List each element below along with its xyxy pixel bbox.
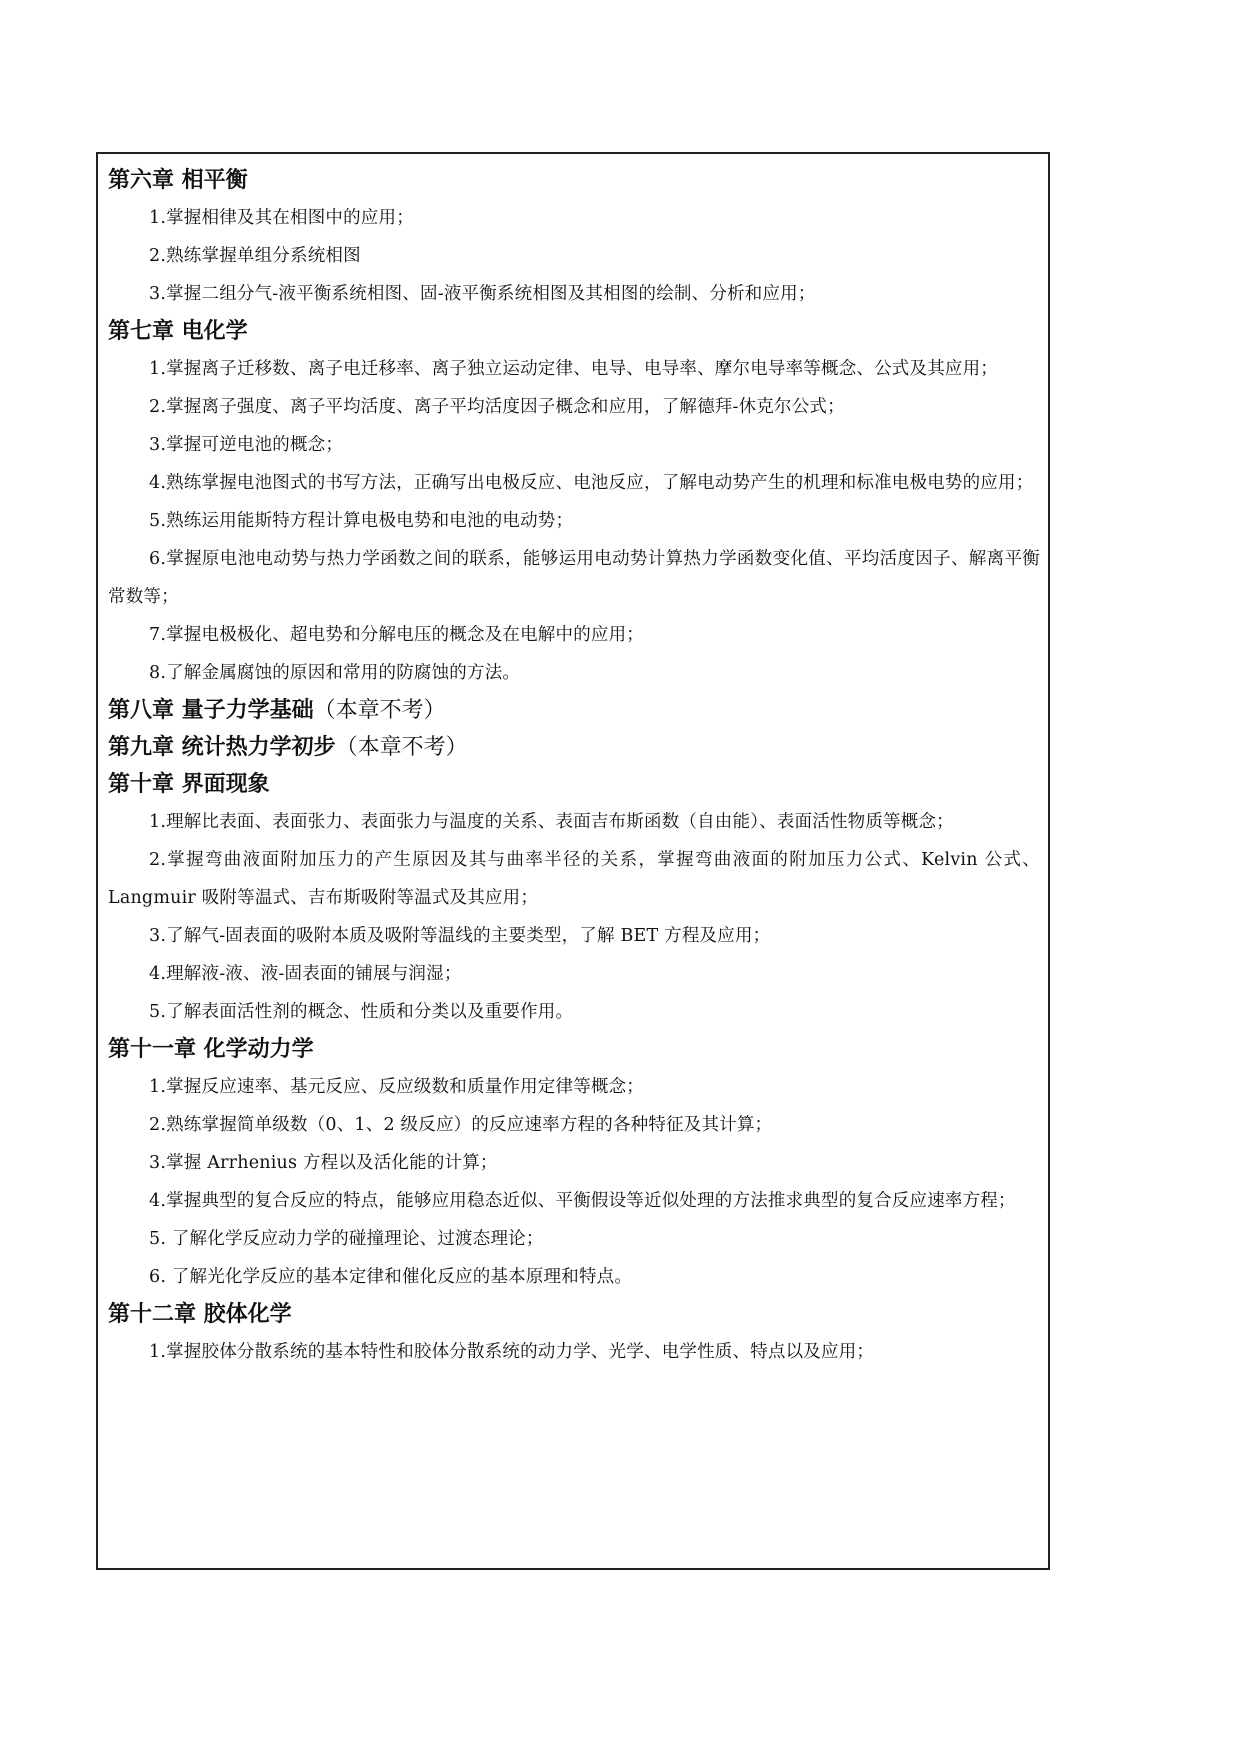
list-item: 2.熟练掌握单组分系统相图 bbox=[149, 246, 361, 266]
list-item: 1.掌握胶体分散系统的基本特性和胶体分散系统的动力学、光学、电学性质、特点以及应用； bbox=[149, 1342, 875, 1362]
list-item: 4.掌握典型的复合反应的特点，能够应用稳态近似、平衡假设等近似处理的方法推求典型的复合反应速率方程； bbox=[149, 1191, 1016, 1211]
chapter-heading: 第十章 界面现象 bbox=[108, 772, 270, 797]
list-item: 4.熟练掌握电池图式的书写方法，正确写出电极反应、电池反应，了解电动势产生的机理和标准电极电势的应用； bbox=[149, 473, 1034, 493]
chapter-note: （本章不考） bbox=[313, 698, 446, 723]
chapter-heading: 第九章 统计热力学初步（本章不考） bbox=[108, 735, 468, 760]
chapter-note: （本章不考） bbox=[335, 735, 468, 760]
list-item: 1.掌握相律及其在相图中的应用； bbox=[149, 208, 414, 228]
list-item: 1.掌握反应速率、基元反应、反应级数和质量作用定律等概念； bbox=[149, 1077, 644, 1097]
syllabus-table-cell bbox=[96, 152, 1050, 1570]
list-item: 5. 了解化学反应动力学的碰撞理论、过渡态理论； bbox=[149, 1229, 544, 1249]
list-item: 2.熟练掌握简单级数（0、1、2 级反应）的反应速率方程的各种特征及其计算； bbox=[149, 1115, 773, 1135]
list-item: 6.掌握原电池电动势与热力学函数之间的联系，能够运用电动势计算热力学函数变化值、平均活度因子、解离平衡常数等； bbox=[108, 549, 1040, 607]
list-item: 3.掌握可逆电池的概念； bbox=[149, 435, 344, 455]
list-item: 3.掌握 Arrhenius 方程以及活化能的计算； bbox=[149, 1153, 498, 1173]
list-item: 2.掌握弯曲液面附加压力的产生原因及其与曲率半径的关系，掌握弯曲液面的附加压力公式、Kelvin 公式、Langmuir 吸附等温式、吉布斯吸附等温式及其应用； bbox=[108, 850, 1040, 908]
list-item: 3.了解气-固表面的吸附本质及吸附等温线的主要类型，了解 BET 方程及应用； bbox=[149, 926, 771, 946]
list-item: 3.掌握二组分气-液平衡系统相图、固-液平衡系统相图及其相图的绘制、分析和应用； bbox=[149, 284, 816, 304]
chapter-heading: 第十二章 胶体化学 bbox=[108, 1302, 292, 1327]
list-item: 5.熟练运用能斯特方程计算电极电势和电池的电动势； bbox=[149, 511, 574, 531]
list-item: 7.掌握电极极化、超电势和分解电压的概念及在电解中的应用； bbox=[149, 625, 644, 645]
chapter-heading: 第七章 电化学 bbox=[108, 319, 248, 344]
list-item: 6. 了解光化学反应的基本定律和催化反应的基本原理和特点。 bbox=[149, 1267, 633, 1287]
chapter-heading: 第六章 相平衡 bbox=[108, 168, 248, 193]
syllabus-content bbox=[108, 162, 1040, 1371]
list-item: 1.掌握离子迁移数、离子电迁移率、离子独立运动定律、电导、电导率、摩尔电导率等概念、公式及其应用； bbox=[149, 359, 998, 379]
chapter-heading: 第十一章 化学动力学 bbox=[108, 1037, 314, 1062]
list-item: 1.理解比表面、表面张力、表面张力与温度的关系、表面吉布斯函数（自由能）、表面活性物质等概念； bbox=[149, 812, 954, 832]
list-item: 4.理解液-液、液-固表面的铺展与润湿； bbox=[149, 964, 462, 984]
list-item: 8.了解金属腐蚀的原因和常用的防腐蚀的方法。 bbox=[149, 663, 521, 683]
list-item: 2.掌握离子强度、离子平均活度、离子平均活度因子概念和应用，了解德拜-休克尔公式； bbox=[149, 397, 845, 417]
chapter-heading: 第八章 量子力学基础（本章不考） bbox=[108, 698, 446, 723]
list-item: 5.了解表面活性剂的概念、性质和分类以及重要作用。 bbox=[149, 1002, 574, 1022]
